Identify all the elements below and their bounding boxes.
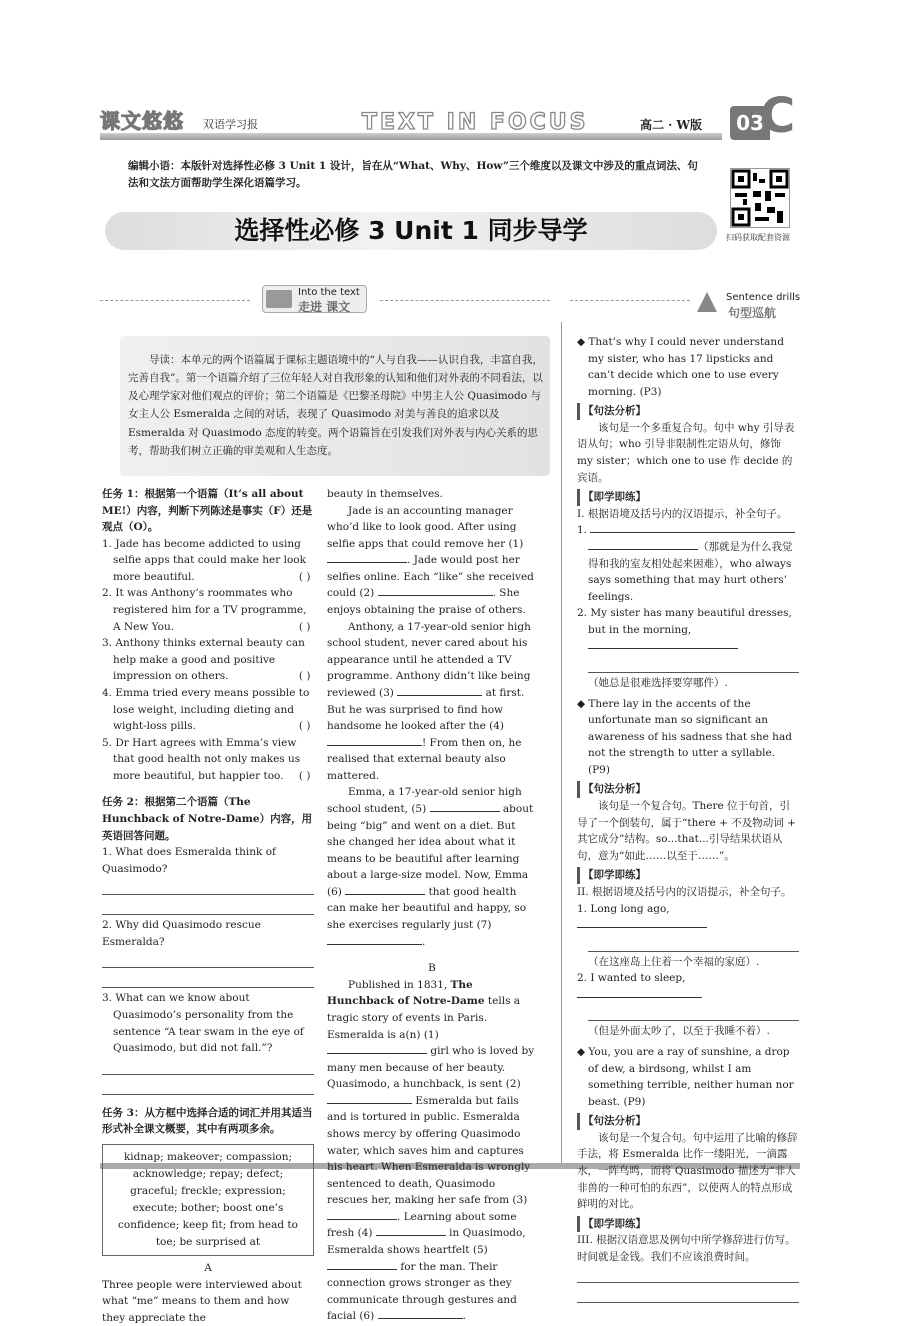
para-b: Published in 1831, The Hunchback of Notre-Dame tells a tragic story of events in Paris. Esmeralda is a(n) (1) girl who is loved by many men because of her beauty. Quasimodo, a hunchback, is sent (2) Esmeralda but fails and is tortured in public. Esmeralda shows mercy by offering Quasimodo water, which saves him and captures his heart. When Esmeralda is wrongly sentenced to death, Quasimodo rescues her, making her safe from (3) . Learning about some fresh (4) in Quasimodo, Esmeralda shows heartfelt (5) for the man. Their connection grows stronger as they communicate through gestures and facial (6) . [327, 977, 537, 1325]
exercise-title: II. 根据语境及括号内的汉语提示，补全句子。 [577, 884, 799, 901]
drills-title-cn: 句型巡航 [728, 304, 776, 323]
answer-line[interactable] [588, 1003, 799, 1021]
practice-tag: 【即学即练】 [577, 1216, 646, 1233]
drills-title-en: Sentence drills [726, 290, 800, 306]
blank-5[interactable] [430, 801, 500, 812]
answer-blank[interactable] [588, 638, 738, 649]
blank-b5[interactable] [327, 1259, 397, 1270]
editor-note: 编辑小语：本版针对选择性必修 3 Unit 1 设计，旨在从“What、Why、How”三个维度以及课文中涉及的重点词法、句法和文法方面帮助学生深化语篇学习。 [128, 158, 708, 193]
para-anthony: Anthony, a 17-year-old senior high school student, never cared about his appearance until he attended a TV programme. Anthony didn’t like being reviewed (3) at first. But he was surprised to find how handsome he looked after the (4) ! From then on, he realised that external beauty also mattered. [327, 619, 537, 785]
exercise-item: 1. Long long ago, [577, 901, 799, 934]
blank-2[interactable] [378, 585, 493, 596]
blank-b2[interactable] [327, 1093, 412, 1104]
blank-4[interactable] [327, 735, 422, 746]
answer-line[interactable] [102, 970, 314, 988]
sailboat-icon [697, 292, 717, 312]
task1-item: 4. Emma tried every means possible to lose weight, including dieting and wight-loss pills. ( ) [102, 685, 314, 735]
task1-title: 任务 1：根据第一个语篇（It’s all about ME!）内容，判断下列陈述是事实（F）还是观点（O）。 [102, 486, 314, 536]
exercise-hint: （在这座岛上住着一个幸福的家庭）. [577, 954, 799, 971]
task2-q3: 3. What can we know about Quasimodo’s personality from the sentence “A tear swam in the eye of Quasimodo, but did not fall.”? [102, 990, 314, 1056]
exercise-item: （那就是为什么我觉得和我的室友相处起来困难），who always says something that may hurt others’ feelings. [577, 539, 799, 605]
drill-sentence: ◆ There lay in the accents of the unfortunate man so significant an awareness of his sadness that she had not the strength to utter a syllable. (P9) [577, 696, 799, 779]
exercise-item: 2. My sister has many beautiful dresses, but in the morning, [577, 605, 799, 655]
exercise-item: 1. [577, 522, 799, 539]
answer-blank[interactable] [588, 539, 698, 550]
divider [570, 300, 690, 301]
part-b-label: B [327, 960, 537, 977]
blank-3[interactable] [397, 685, 482, 696]
analysis-tag: 【句法分析】 [577, 1113, 646, 1130]
intro-text: 导读：本单元的两个语篇属于课标主题语境中的“人与自我——认识自我，丰富自我，完善自我”。第一个语篇介绍了三位年轻人对自我形象的认知和他们对外表的不同看法，以及心理学家对他们观点的评价；第二个语篇是《巴黎圣母院》中男主人公 Quasimodo 与女主人公 Esmeralda 之间的对话，表现了 Quasimodo 对美与善良的追求以及 Esmeralda 对 Quasimodo 态度的转变。两个语篇旨在引发我们对外表与内心关系的思考，帮助我们树立正确的审美观和人生态度。 [128, 351, 546, 460]
answer-line[interactable] [577, 1285, 799, 1303]
blank-b1[interactable] [327, 1043, 427, 1054]
part-a-intro: Three people were interviewed about what “me” means to them and how they appreciate the [102, 1277, 314, 1326]
exercise-hint: （但是外面太吵了，以至于我睡不着）. [577, 1023, 799, 1040]
exercise-title: III. 根据汉语意思及例句中所学修辞进行仿写。 [577, 1232, 799, 1249]
header-focus: TEXT IN FOCUS [362, 106, 589, 141]
blank-b4[interactable] [376, 1225, 446, 1236]
section-title-en: Into the text [298, 285, 360, 301]
column-left [102, 486, 314, 1326]
answer-blank[interactable] [590, 522, 795, 533]
exercise-item: 时间就是金钱。我们不应该浪费时间。 [577, 1249, 799, 1266]
word-box: kidnap; makeover; compassion; acknowledge; repay; defect; graceful; freckle; expression; execute; bother; boost one’s confidence; keep fit; from head to toe; be surprised at [102, 1144, 314, 1256]
task1-item: 3. Anthony thinks external beauty can help make a good and positive impression on others. ( ) [102, 635, 314, 685]
drill-sentence: ◆ You, you are a ray of sunshine, a drop of dew, a birdsong, whilst I am something terrible, neither human nor beast. (P9) [577, 1044, 799, 1110]
task1-item: 5. Dr Hart agrees with Emma’s view that good health not only makes us more beautiful, but happier too. ( ) [102, 735, 314, 785]
paper-name: 双语学习报 [203, 116, 258, 133]
answer-line[interactable] [588, 655, 799, 673]
qr-code-icon[interactable] [730, 168, 790, 228]
practice-tag: 【即学即练】 [577, 489, 646, 506]
exercise-hint: （她总是很难选择要穿哪件）. [577, 675, 799, 692]
edition-label: 高二 · W版 [640, 116, 702, 135]
analysis-text: 该句是一个复合句。句中运用了比喻的修辞手法，将 Esmeralda 比作一缕阳光，一滴露水，一阵鸟鸣，而将 Quasimodo 描述为“非人非兽的一种可怕的东西”，以使两人的特点形成鲜明的对比。 [577, 1130, 799, 1213]
exercise-title: I. 根据语境及括号内的汉语提示，补全句子。 [577, 506, 799, 523]
analysis-tag: 【句法分析】 [577, 403, 646, 420]
column-divider [561, 322, 562, 1164]
column-right [577, 334, 799, 1305]
drill-sentence: ◆ That’s why I could never understand my sister, who has 17 lipsticks and can’t decide which one to use every morning. (P3) [577, 334, 799, 400]
part-a-label: A [102, 1260, 314, 1277]
task2-q1: 1. What does Esmeralda think of Quasimodo? [102, 844, 314, 877]
answer-line[interactable] [102, 950, 314, 968]
qr-caption: 扫码获取配套资源 [726, 232, 790, 245]
column-middle [327, 486, 537, 1325]
blank-6[interactable] [345, 884, 425, 895]
para-jade: Jade is an accounting manager who’d like to look good. After using selfie apps that could remove her (1) . Jade would post her selfies online. Each “like” she received could (2) . She enjoys obtaining the praise of others. [327, 503, 537, 619]
analysis-tag: 【句法分析】 [577, 781, 646, 798]
page-number: 03 [730, 106, 770, 140]
task2-q2: 2. Why did Quasimodo rescue Esmeralda? [102, 917, 314, 950]
section-logo: 课文悠悠 [100, 106, 184, 138]
answer-line[interactable] [102, 877, 314, 895]
divider [380, 300, 550, 301]
task1-item: 2. It was Anthony’s roommates who registered him for a TV programme, A New You. ( ) [102, 585, 314, 635]
blank-7[interactable] [327, 934, 422, 945]
answer-line[interactable] [102, 1077, 314, 1095]
task2-title: 任务 2：根据第二个语篇（The Hunchback of Notre-Dame）内容，用英语回答问题。 [102, 794, 314, 844]
answer-line[interactable] [102, 1057, 314, 1075]
page-title: 选择性必修 3 Unit 1 同步导学 [105, 212, 717, 250]
part-a-cont: beauty in themselves. [327, 486, 537, 503]
blank-1[interactable] [327, 552, 407, 563]
divider [100, 300, 250, 301]
blank-b3[interactable] [327, 1209, 397, 1220]
exercise-item: 2. I wanted to sleep, [577, 970, 799, 1003]
analysis-text: 该句是一个多重复合句。句中 why 引导表语从句；who 引导非限制性定语从句，修饰 my sister；which one to use 作 decide 的宾语。 [577, 420, 799, 486]
analysis-text: 该句是一个复合句。There 位于句首，引导了一个倒装句，属于“there + 不及物动词 + 其它成分”结构。so...that...引导结果状语从句，意为“如此……以至于……”。 [577, 798, 799, 864]
book-icon [266, 290, 292, 308]
para-emma: Emma, a 17-year-old senior high school student, (5) about being “big” and went on a diet. But she changed her idea about what it means to be beautiful after learning about a large-size model. Now, Emma (6) that good health can make her beautiful and happy, so she exercises regularly just (7) . [327, 784, 537, 950]
page-letter: C [760, 92, 795, 140]
answer-blank[interactable] [577, 917, 707, 928]
answer-line[interactable] [588, 934, 799, 952]
blank-b6[interactable] [378, 1308, 463, 1319]
task3-title: 任务 3：从方框中选择合适的词汇并用其适当形式补全课文概要，其中有两项多余。 [102, 1105, 314, 1138]
section-title-cn: 走进 课文 [298, 298, 350, 317]
answer-blank[interactable] [577, 987, 702, 998]
practice-tag: 【即学即练】 [577, 867, 646, 884]
answer-line[interactable] [102, 897, 314, 915]
task1-item: 1. Jade has become addicted to using selfie apps that could make her look more beautiful. ( ) [102, 536, 314, 586]
answer-line[interactable] [577, 1265, 799, 1283]
